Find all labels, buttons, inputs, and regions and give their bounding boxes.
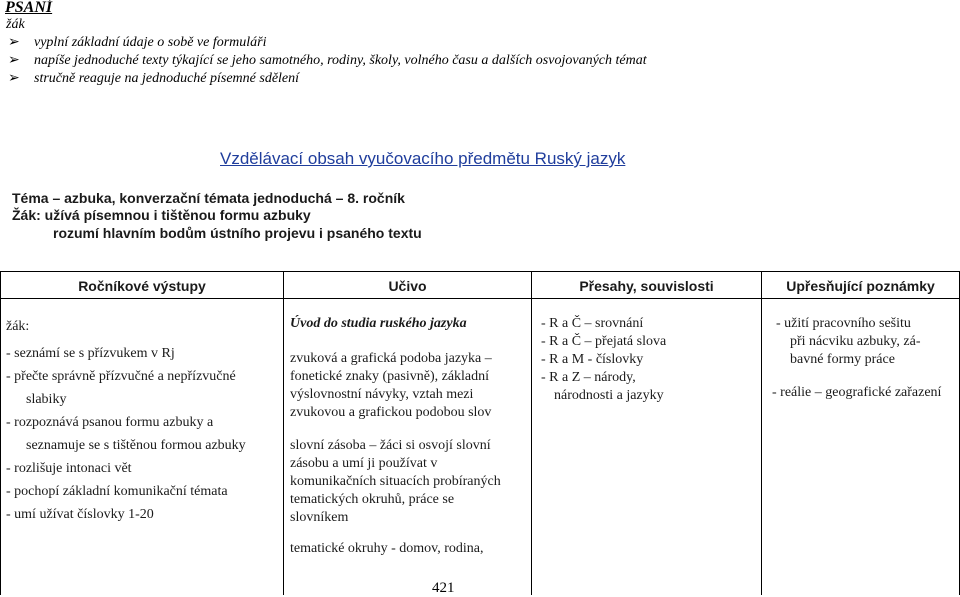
list-item: - přečte správně přízvučné a nepřízvučné xyxy=(6,369,236,384)
bullet-item xyxy=(8,70,299,87)
student-line-2: rozumí hlavním bodům ústního projevu i psaného textu xyxy=(53,225,422,241)
arrow-bullet-icon: ➢ xyxy=(8,53,20,68)
text-line: komunikačních situacích probíraných xyxy=(290,474,501,489)
column-divider xyxy=(531,271,532,595)
table-top-border xyxy=(0,271,960,272)
list-item: při nácviku azbuky, zá- xyxy=(790,334,921,349)
column-divider xyxy=(761,271,762,595)
table-left-border xyxy=(0,271,1,595)
text-line: slovní zásoba – žáci si osvojí slovní xyxy=(290,438,491,453)
col4-note: - reálie – geografické zařazení xyxy=(772,385,942,400)
bullet-text: vyplní základní údaje o sobě ve formuláři xyxy=(34,34,267,50)
col1-content xyxy=(6,342,246,526)
col2-heading: Úvod do studia ruského jazyka xyxy=(290,316,467,331)
col4-content xyxy=(776,315,920,369)
bullet-text: stručně reaguje na jednoduché písemné sdělení xyxy=(34,70,300,86)
text-line: fonetické znaky (pasivně), základní xyxy=(290,369,490,384)
page-number: 421 xyxy=(432,580,455,596)
section-title: PSANÍ xyxy=(5,0,53,16)
list-item: - rozpoznává psanou formu azbuky a xyxy=(6,415,214,430)
list-item: slabiky xyxy=(26,392,67,407)
subject-heading: Vzdělávací obsah vyučovacího předmětu Ruský jazyk xyxy=(220,149,626,168)
bullet-item xyxy=(8,52,647,69)
bullet-item xyxy=(8,34,267,51)
list-item: - užití pracovního sešitu xyxy=(776,316,911,331)
column-header: Přesahy, souvislosti xyxy=(579,278,714,294)
col3-content xyxy=(541,315,666,405)
arrow-bullet-icon: ➢ xyxy=(8,35,20,50)
col2-paragraph: tematické okruhy - domov, rodina, xyxy=(290,541,484,556)
list-item: - pochopí základní komunikační témata xyxy=(6,484,228,499)
column-header: Ročníkové výstupy xyxy=(78,278,206,294)
list-item: - R a M - číslovky xyxy=(541,352,644,367)
text-line: zvuková a grafická podoba jazyka – xyxy=(290,351,492,366)
table-header-border xyxy=(0,298,960,299)
list-item: - R a Z – národy, xyxy=(541,370,636,385)
list-item: - R a Č – srovnání xyxy=(541,316,644,331)
list-item: bavné formy práce xyxy=(790,352,895,367)
column-divider xyxy=(283,271,284,595)
col2-paragraph xyxy=(290,437,501,527)
column-header: Upřesňující poznámky xyxy=(786,278,935,294)
list-item: národnosti a jazyky xyxy=(554,388,664,403)
student-label: žák xyxy=(6,17,25,32)
col1-intro: žák: xyxy=(6,319,30,334)
list-item: - rozlišuje intonaci vět xyxy=(6,461,132,476)
topic-line: Téma – azbuka, konverzační témata jednoduchá – 8. ročník xyxy=(12,190,405,206)
student-line-1: Žák: užívá písemnou i tištěnou formu azbuky xyxy=(12,207,311,223)
text-line: slovníkem xyxy=(290,510,349,525)
column-header: Učivo xyxy=(388,278,427,294)
text-line: tematických okruhů, práce se xyxy=(290,492,455,507)
list-item: - umí užívat číslovky 1-20 xyxy=(6,507,154,522)
text-line: výslovnostní návyky, vztah mezi xyxy=(290,387,474,402)
text-line: zvukovou a grafickou podobou slov xyxy=(290,405,492,420)
list-item: - R a Č – přejatá slova xyxy=(541,334,667,349)
text-line: zásobu a umí ji používat v xyxy=(290,456,438,471)
list-item: seznamuje se s tištěnou formou azbuky xyxy=(26,438,246,453)
list-item: - seznámí se s přízvukem v Rj xyxy=(6,346,175,361)
arrow-bullet-icon: ➢ xyxy=(8,71,20,86)
col2-paragraph xyxy=(290,350,492,422)
bullet-text: napíše jednoduché texty týkající se jeho samotného, rodiny, školy, volného času a dalších osvojovaných témat xyxy=(34,52,647,68)
